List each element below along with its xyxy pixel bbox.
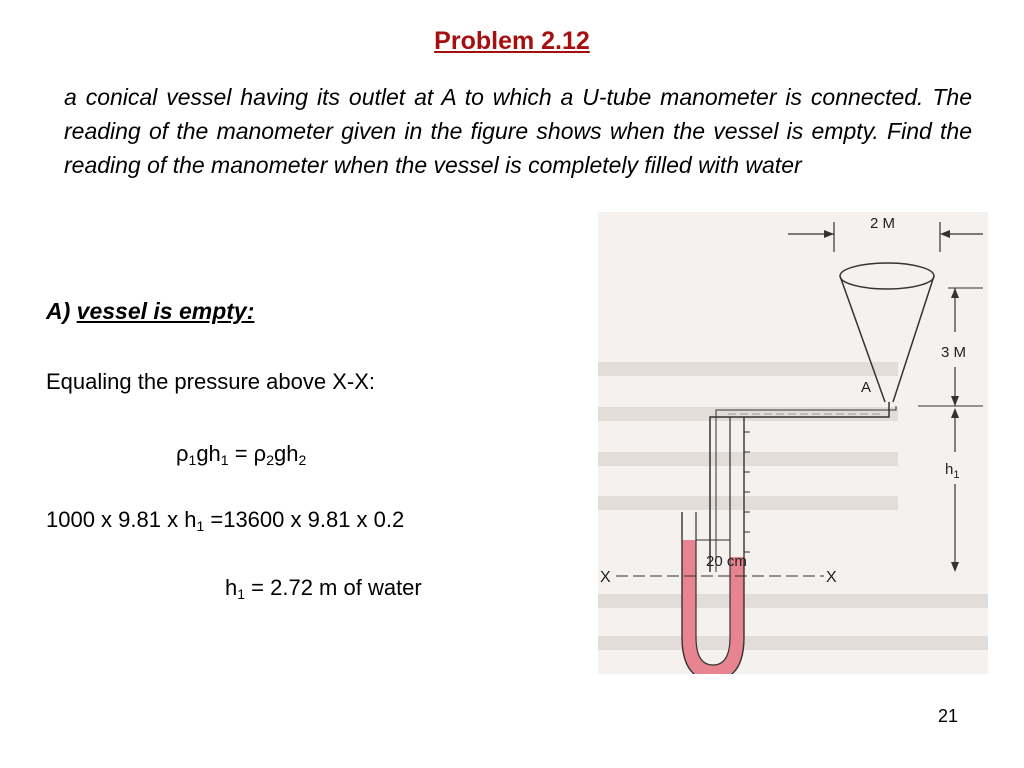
problem-statement: a conical vessel having its outlet at A to which a U-tube manometer is connected. The reading of the manometer given in the figure shows when the vessel is empty. Find the reading of the manometer when the vessel is completely filled with water: [64, 84, 972, 178]
equation-rho: $\rho_1gh_1 = \rho_2gh_2$: [176, 441, 307, 468]
dim-2m-label: 2 M: [870, 215, 896, 232]
label-h1: $h_1$: [945, 461, 960, 481]
cone-rim: [840, 263, 934, 289]
page-number: 21: [938, 706, 959, 726]
part-a-heading: [46, 298, 254, 325]
page-title: Problem 2.12: [434, 27, 590, 55]
dim-3m-label: 3 M: [941, 344, 967, 361]
label-20cm: 20 cm: [706, 553, 747, 570]
label-a: A: [861, 379, 872, 396]
manometer-figure: [598, 212, 988, 674]
label-x-right: X: [826, 569, 837, 586]
part-a-prefix: A): [46, 298, 77, 324]
label-x-left: X: [600, 569, 611, 586]
equaling-text: Equaling the pressure above X-X:: [46, 369, 375, 394]
part-a-title: vessel is empty:: [76, 298, 255, 324]
equation-numeric: 1000 x 9.81 x $h_1 =13600$ x 9.81 x 0.2: [46, 507, 405, 534]
equation-result: $h_1 = 2.72$ m of water: [225, 575, 422, 602]
